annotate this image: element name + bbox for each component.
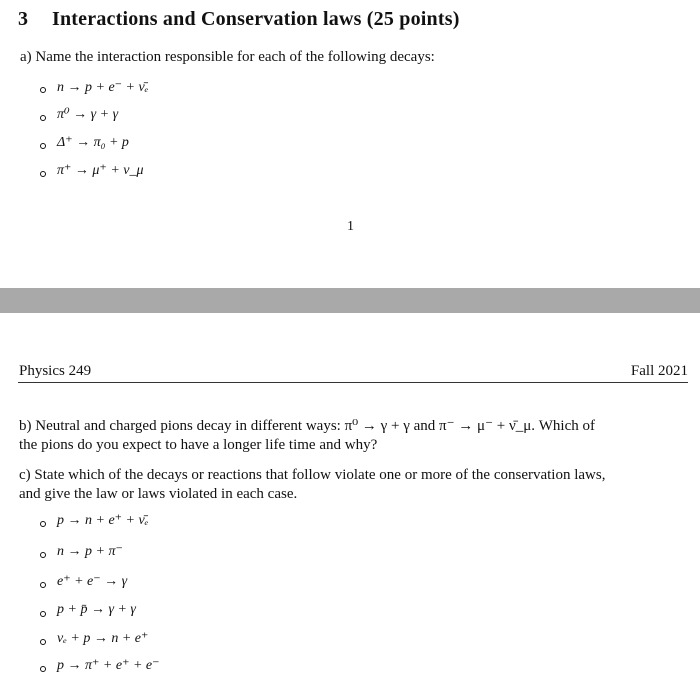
section-number: 3 [18,8,29,30]
part-c-line-1: c) State which of the decays or reactions that follow violate one or more of the conservation laws, [19,467,606,483]
reaction-6: p → π⁺ + e⁺ + e⁻ [57,658,160,673]
reaction-2: n → p + π⁻ [57,544,123,559]
bullet-icon [40,639,46,645]
bullet-icon [40,115,46,121]
reaction-4: p + p̄ → γ + γ [57,602,136,617]
header-term: Fall 2021 [630,363,688,379]
page-number: 1 [347,219,354,234]
header-rule [18,382,688,383]
bullet-icon [40,582,46,588]
header-course: Physics 249 [19,363,92,379]
part-c-line-2: and give the law or laws violated in each case. [19,486,298,502]
bullet-icon [40,171,46,177]
section-title: Interactions and Conservation laws (25 points) [52,8,460,30]
reaction-1: p → n + e⁺ + ν̄ₑ [57,513,149,528]
part-b-line-2: the pions do you expect to have a longer life time and why? [19,437,378,453]
decay-1: n → p + e⁻ + ν̄ₑ [57,80,149,95]
decay-3: Δ⁺ → π₀ + p [57,135,129,150]
part-a-prompt: a) Name the interaction responsible for each of the following decays: [20,49,435,65]
bullet-icon [40,611,46,617]
reaction-3: e⁺ + e⁻ → γ [57,574,128,589]
bullet-icon [40,87,46,93]
bullet-icon [40,521,46,527]
reaction-5: νₑ + p → n + e⁺ [57,631,149,646]
bullet-icon [40,552,46,558]
page-break-band [0,288,700,313]
bullet-icon [40,143,46,149]
decay-4: π⁺ → μ⁺ + ν_μ [57,163,144,178]
decay-2: π⁰ → γ + γ [57,107,119,122]
part-b-line-1: b) Neutral and charged pions decay in different ways: π⁰ → γ + γ and π⁻ → μ⁻ + ν̄_μ. Which of [19,418,596,434]
bullet-icon [40,666,46,672]
